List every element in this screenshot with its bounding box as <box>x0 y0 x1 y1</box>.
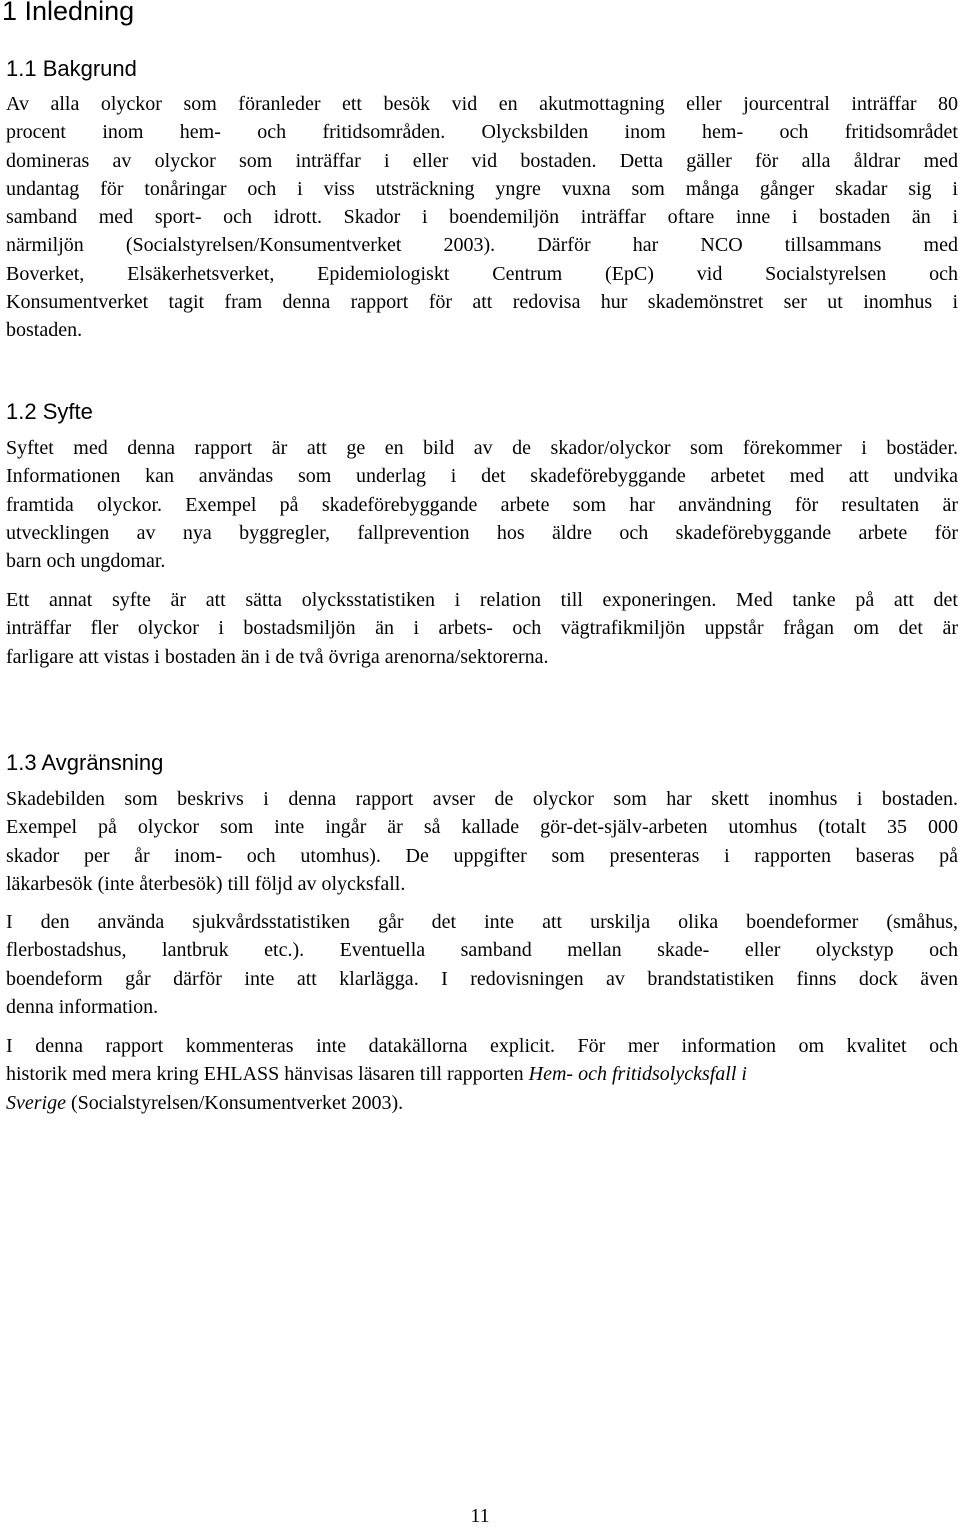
report-title-italic: Sverige <box>6 1091 66 1114</box>
paragraph-bakgrund <box>6 90 958 345</box>
section-heading-avgransning: 1.3 Avgränsning <box>6 750 164 775</box>
text-line: I denna rapport kommenteras inte datakällorna explicit. För mer information om kvalitet och <box>6 1035 958 1057</box>
text-line: bostaden. <box>6 319 83 342</box>
paragraph-avgransning-1 <box>6 785 958 898</box>
text-line: Informationen kan användas som underlag i det skadeförebyggande arbetet med att undvika <box>6 465 958 488</box>
text-line: närmiljön (Socialstyrelsen/Konsumentverket 2003). Därför har NCO tillsammans med <box>6 234 958 257</box>
text-line: denna information. <box>6 995 159 1018</box>
text-line: barn och ungdomar. <box>6 550 166 573</box>
chapter-heading: 1 Inledning <box>2 0 135 26</box>
text-line: samband med sport- och idrott. Skador i boendemiljön inträffar oftare inne i bostaden än i <box>6 206 958 229</box>
text-segment: (Socialstyrelsen/Konsumentverket 2003). <box>65 1091 404 1114</box>
text-line: inträffar fler olyckor i bostadsmiljön än i arbets- och vägtrafikmiljön uppstår frågan om det är <box>6 617 958 640</box>
page-number: 11 <box>470 1505 490 1527</box>
text-line: Syftet med denna rapport är att ge en bild av de skador/olyckor som förekommer i bostäder. <box>6 437 958 459</box>
text-segment: historik med mera kring EHLASS hänvisas läsaren till rapporten <box>6 1063 529 1086</box>
text-line: Av alla olyckor som föranleder ett besök vid en akutmottagning eller jourcentral inträffar 80 <box>6 93 958 115</box>
text-line: Ett annat syfte är att sätta olycksstatistiken i relation till exponeringen. Med tanke på att det <box>6 589 958 611</box>
text-line: Skadebilden som beskrivs i denna rapport avser de olyckor som har skett inomhus i bostaden. <box>6 788 958 810</box>
text-line: Boverket, Elsäkerhetsverket, Epidemiologiskt Centrum (EpC) vid Socialstyrelsen och <box>6 262 958 285</box>
paragraph-syfte-1 <box>6 434 958 575</box>
section-heading-syfte: 1.2 Syfte <box>6 399 93 424</box>
paragraph-syfte-2 <box>6 586 958 671</box>
paragraph-avgransning-2 <box>6 908 958 1021</box>
text-line: utvecklingen av nya byggregler, fallprevention hos äldre och skadeförebyggande arbete för <box>6 521 958 544</box>
text-line: undantag för tonåringar och i viss utsträckning yngre vuxna som många gånger skadar sig i <box>6 177 958 200</box>
section-heading-bakgrund: 1.1 Bakgrund <box>6 56 137 81</box>
text-line: läkarbesök (inte återbesök) till följd av olycksfall. <box>6 872 406 895</box>
report-title-italic: Hem- och fritidsolycksfall i <box>528 1063 747 1086</box>
text-line: Konsumentverket tagit fram denna rapport för att redovisa hur skademönstret ser ut inomhus i <box>6 291 958 314</box>
text-line: domineras av olyckor som inträffar i eller vid bostaden. Detta gäller för alla åldrar med <box>6 149 958 172</box>
text-line: boendeform går därför inte att klarlägga. I redovisningen av brandstatistiken finns dock även <box>6 967 958 990</box>
text-line: I den använda sjukvårdsstatistiken går det inte att urskilja olika boendeformer (småhus, <box>6 911 958 933</box>
text-line: framtida olyckor. Exempel på skadeförebyggande arbete som har användning för resultaten är <box>6 493 958 516</box>
text-line: flerbostadshus, lantbruk etc.). Eventuella samband mellan skade- eller olyckstyp och <box>6 939 958 962</box>
text-line: Exempel på olyckor som inte ingår är så kallade gör-det-själv-arbeten utomhus (totalt 35 000 <box>6 816 958 839</box>
text-line-with-title <box>6 1089 958 1117</box>
paragraph-avgransning-3 <box>6 1032 958 1117</box>
text-line-with-title <box>6 1060 958 1088</box>
text-line: procent inom hem- och fritidsområden. Olycksbilden inom hem- och fritidsområdet <box>6 121 958 144</box>
text-line: skador per år inom- och utomhus). De uppgifter som presenteras i rapporten baseras på <box>6 844 958 867</box>
text-line: farligare att vistas i bostaden än i de två övriga arenorna/sektorerna. <box>6 645 549 668</box>
